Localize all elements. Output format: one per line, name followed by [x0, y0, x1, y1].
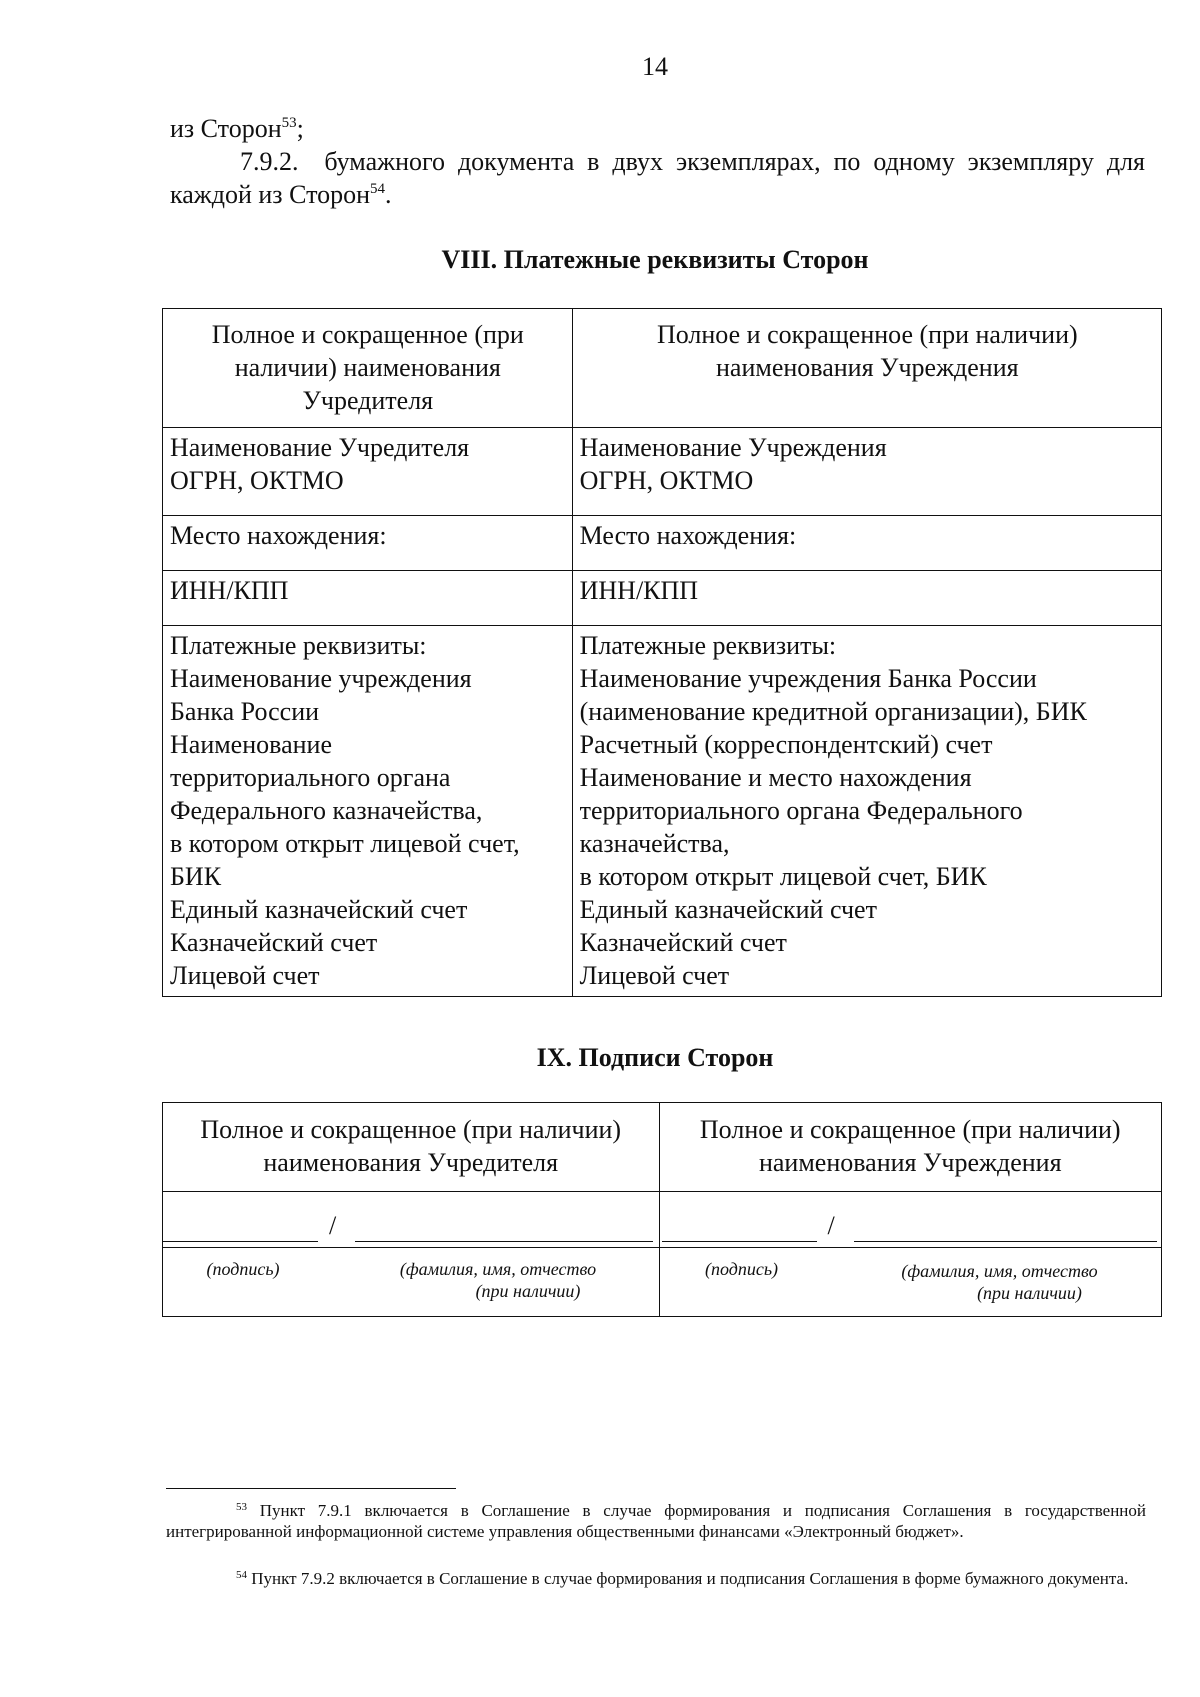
institution-caption-cell — [659, 1248, 1162, 1317]
table-row — [163, 516, 1162, 571]
signature-underline — [662, 1241, 817, 1242]
institution-sign-header: Полное и сокращенное (при наличии) наименования Учреждения — [659, 1103, 1162, 1192]
institution-signature-line-cell — [659, 1192, 1162, 1248]
institution-name-cell: Наименование Учреждения ОГРН, ОКТМО — [572, 428, 1161, 516]
founder-sign-header: Полное и сокращенное (при наличии) наименования Учредителя — [163, 1103, 660, 1192]
footnote-53 — [166, 1500, 1146, 1542]
footnote-ref-54: 54 — [370, 181, 386, 197]
clause-end: . — [385, 180, 392, 209]
table-header-row — [163, 1103, 1162, 1192]
footnote-text: Пункт 7.9.2 включается в Соглашение в случае формирования и подписания Соглашения в форме бумажного документа. — [251, 1569, 1129, 1588]
name-caption-line2: (при наличии) — [475, 1281, 581, 1301]
table-row — [163, 428, 1162, 516]
page-number: 14 — [642, 52, 668, 81]
signature-caption-row — [163, 1248, 1162, 1317]
intro-line-end: ; — [296, 114, 304, 143]
founder-inn-cell: ИНН/КПП — [163, 571, 573, 626]
signatures-table — [162, 1102, 1162, 1317]
slash-separator: / — [329, 1211, 337, 1240]
signature-caption: (подпись) — [206, 1259, 280, 1279]
institution-header: Полное и сокращенное (при наличии) наименования Учреждения — [572, 309, 1161, 428]
founder-name-cell: Наименование Учредителя ОГРН, ОКТМО — [163, 428, 573, 516]
footnote-ref-53: 53 — [281, 115, 297, 131]
table-row — [163, 626, 1162, 997]
founder-signature-line-cell — [163, 1192, 660, 1248]
slash-separator: / — [827, 1211, 835, 1240]
table-header-row — [163, 309, 1162, 428]
name-caption-line1: (фамилия, имя, отчество — [901, 1261, 1098, 1281]
founder-location-cell: Место нахождения: — [163, 516, 573, 571]
intro-line-text: из Сторон — [170, 114, 282, 143]
clause-7-9-2 — [170, 145, 1145, 211]
institution-location-cell: Место нахождения: — [572, 516, 1161, 571]
name-underline — [854, 1241, 1157, 1242]
name-caption-line2: (при наличии) — [977, 1283, 1082, 1303]
institution-payment-cell: Платежные реквизиты: Наименование учреждения Банка России (наименование кредитной организации), БИК Расчетный (корреспондентский) счет Наименование и место нахождения территориального органа Федерального казначейства, в котором открыт лицевой счет, БИК Единый казначейский счет Казначейский счет Лицевой счет — [572, 626, 1161, 997]
intro-line — [170, 112, 1145, 145]
institution-inn-cell: ИНН/КПП — [572, 571, 1161, 626]
payment-details-table — [162, 308, 1162, 997]
section-8-title: VIII. Платежные реквизиты Сторон — [441, 245, 869, 274]
name-underline — [355, 1241, 653, 1242]
table-row — [163, 571, 1162, 626]
signature-caption: (подпись) — [704, 1259, 779, 1279]
founder-caption-cell — [163, 1248, 660, 1317]
footnote-54 — [166, 1568, 1146, 1589]
signature-underline — [163, 1241, 318, 1242]
footnote-number: 53 — [236, 1501, 247, 1513]
signature-line-row — [163, 1192, 1162, 1248]
clause-text: бумажного документа в двух экземплярах, по одному экземпляру для каждой из Сторон — [170, 147, 1145, 209]
founder-payment-cell: Платежные реквизиты: Наименование учреждения Банка России Наименование территориального органа Федерального казначейства, в котором открыт лицевой счет, БИК Единый казначейский счет Казначейский счет Лицевой счет — [163, 626, 573, 997]
section-9-title: IX. Подписи Сторон — [536, 1043, 774, 1072]
footnote-text: Пункт 7.9.1 включается в Соглашение в случае формирования и подписания Соглашения в государственной интегрированной информационной системе управления общественными финансами «Электронный бюджет». — [166, 1501, 1146, 1541]
footnote-number: 54 — [236, 1569, 247, 1581]
footnote-separator — [166, 1488, 456, 1489]
name-caption-line1: (фамилия, имя, отчество — [399, 1259, 597, 1279]
clause-number: 7.9.2. — [240, 147, 299, 176]
founder-header: Полное и сокращенное (при наличии) наименования Учредителя — [163, 309, 573, 428]
